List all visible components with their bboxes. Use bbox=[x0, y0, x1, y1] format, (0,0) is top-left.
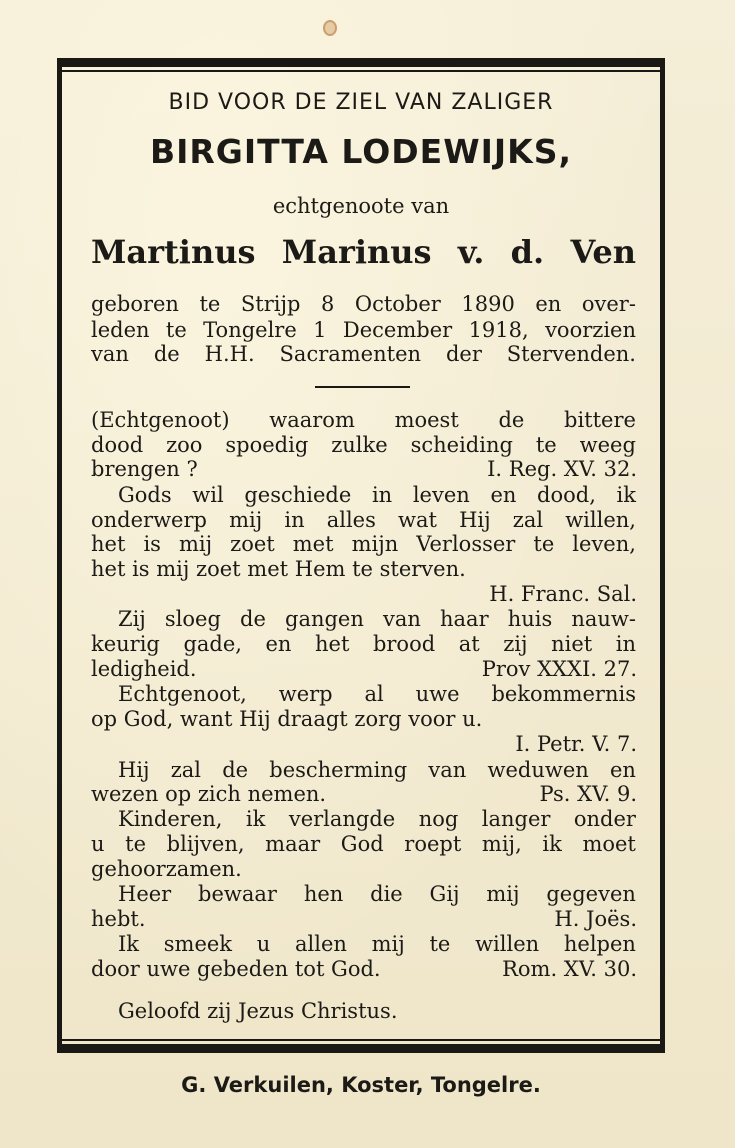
word: zulke bbox=[331, 433, 388, 457]
word: nauw- bbox=[571, 607, 636, 631]
word: te bbox=[199, 292, 221, 316]
heading-line: BID VOOR DE ZIEL VAN ZALIGER bbox=[168, 90, 554, 115]
word: 1918, bbox=[468, 318, 529, 342]
word: bewaar bbox=[198, 882, 277, 906]
word: niet bbox=[551, 632, 593, 656]
verse-line: gehoorzamen. bbox=[91, 857, 242, 881]
word: de bbox=[498, 408, 525, 432]
bottom-rule bbox=[57, 1044, 665, 1053]
word: 1 bbox=[313, 318, 327, 342]
word: weduwen bbox=[487, 758, 589, 782]
word: God bbox=[340, 832, 384, 856]
word: het bbox=[315, 632, 350, 656]
verse-line: op God, want Hij draagt zorg voor u. bbox=[91, 707, 483, 731]
word: brood bbox=[372, 632, 436, 656]
word: leven, bbox=[572, 532, 636, 556]
verse-line: ledigheid. bbox=[91, 657, 197, 681]
word: ik bbox=[245, 807, 266, 831]
word: der bbox=[445, 342, 482, 366]
word: ik bbox=[542, 832, 562, 856]
word: en bbox=[610, 758, 636, 782]
word: van bbox=[382, 607, 421, 631]
word: mij bbox=[371, 932, 405, 956]
verse-line bbox=[118, 882, 636, 906]
word: moest bbox=[394, 408, 459, 432]
word: keurig bbox=[91, 632, 160, 656]
word: zoet bbox=[230, 532, 275, 556]
printer-credit: G. Verkuilen, Koster, Tongelre. bbox=[181, 1073, 541, 1097]
word: in bbox=[615, 632, 636, 656]
word: geboren bbox=[91, 292, 179, 316]
word: Marinus bbox=[281, 233, 432, 271]
verse-line bbox=[91, 433, 636, 457]
word: is bbox=[143, 532, 161, 556]
word: wat bbox=[398, 508, 437, 532]
verse-line: het is mij zoet met Hem te sterven. bbox=[91, 557, 466, 581]
word: Echtgenoot, bbox=[118, 682, 247, 706]
verse-line bbox=[91, 408, 636, 432]
verse-reference: I. Reg. XV. 32. bbox=[487, 457, 637, 481]
word: in bbox=[371, 483, 393, 507]
word: blijven, bbox=[166, 832, 245, 856]
bio-line-1 bbox=[91, 292, 636, 316]
word: Gods bbox=[118, 483, 172, 507]
verse-line bbox=[91, 532, 636, 556]
word: ik bbox=[616, 483, 636, 507]
word: het bbox=[91, 532, 126, 556]
divider bbox=[315, 386, 410, 388]
word: gegeven bbox=[546, 882, 636, 906]
word: de bbox=[240, 607, 266, 631]
word: die bbox=[370, 882, 403, 906]
word: met bbox=[292, 532, 334, 556]
word: Hij bbox=[118, 758, 150, 782]
word: uwe bbox=[415, 682, 460, 706]
word: Sacramenten bbox=[279, 342, 422, 366]
word: mij bbox=[178, 532, 213, 556]
word: Tongelre bbox=[203, 318, 297, 342]
word: te bbox=[429, 932, 451, 956]
verse-line bbox=[118, 807, 636, 831]
word: al bbox=[364, 682, 384, 706]
word: October bbox=[354, 292, 441, 316]
stain-mark bbox=[323, 20, 337, 36]
word: v. bbox=[457, 233, 485, 271]
verse-line bbox=[91, 508, 636, 532]
word: verlangde bbox=[288, 807, 396, 831]
word: haar bbox=[440, 607, 489, 631]
word: Gij bbox=[429, 882, 460, 906]
word: scheiding bbox=[410, 433, 513, 457]
word: te bbox=[533, 532, 555, 556]
word: gangen bbox=[285, 607, 364, 631]
word: bescherming bbox=[269, 758, 408, 782]
word: zal bbox=[170, 758, 202, 782]
word: van bbox=[91, 342, 129, 366]
word: (Echtgenoot) bbox=[91, 408, 230, 432]
verse-line: wezen op zich nemen. bbox=[91, 782, 327, 806]
word: Zij bbox=[118, 607, 146, 631]
word: willen, bbox=[565, 508, 636, 532]
verse-reference: H. Franc. Sal. bbox=[489, 582, 637, 606]
word: helpen bbox=[563, 932, 636, 956]
word: zal bbox=[512, 508, 544, 532]
word: zoo bbox=[166, 433, 203, 457]
word: de bbox=[153, 342, 180, 366]
word: at bbox=[458, 632, 480, 656]
word: bekommernis bbox=[491, 682, 636, 706]
word: maar bbox=[265, 832, 321, 856]
word: 1890 bbox=[461, 292, 515, 316]
word: 8 bbox=[320, 292, 335, 316]
word: en bbox=[490, 483, 517, 507]
word: Strijp bbox=[240, 292, 301, 316]
word: leven bbox=[412, 483, 470, 507]
verse-line bbox=[118, 607, 636, 631]
word: te bbox=[165, 318, 187, 342]
word: mij, bbox=[481, 832, 522, 856]
verse-reference: Prov XXXI. 27. bbox=[481, 657, 637, 681]
word: dood, bbox=[537, 483, 596, 507]
bio-line-3 bbox=[91, 342, 636, 366]
verse-line bbox=[118, 682, 636, 706]
verse-reference: I. Petr. V. 7. bbox=[515, 732, 637, 756]
verse-reference: Rom. XV. 30. bbox=[502, 957, 637, 981]
word: te bbox=[535, 433, 557, 457]
husband-name bbox=[91, 233, 636, 271]
word: onderwerp bbox=[91, 508, 207, 532]
verse-line bbox=[118, 758, 636, 782]
word: sloeg bbox=[164, 607, 221, 631]
word: smeek bbox=[163, 932, 233, 956]
word: voorzien bbox=[545, 318, 636, 342]
word: mijn bbox=[351, 532, 399, 556]
verse-reference: H. Joës. bbox=[554, 907, 637, 931]
word: werp bbox=[278, 682, 333, 706]
word: over- bbox=[581, 292, 636, 316]
word: willen bbox=[475, 932, 540, 956]
word: dood bbox=[91, 433, 144, 457]
verse-reference: Ps. XV. 9. bbox=[539, 782, 637, 806]
word: December bbox=[342, 318, 453, 342]
verse-line: door uwe gebeden tot God. bbox=[91, 957, 381, 981]
word: Ik bbox=[118, 932, 140, 956]
word: mij bbox=[486, 882, 520, 906]
word: spoedig bbox=[225, 433, 309, 457]
word: allen bbox=[295, 932, 347, 956]
word: bittere bbox=[564, 408, 636, 432]
word: d. bbox=[510, 233, 545, 271]
deceased-name: BIRGITTA LODEWIJKS, bbox=[149, 132, 573, 171]
closing-line: Geloofd zij Jezus Christus. bbox=[118, 999, 398, 1023]
word: gade, bbox=[183, 632, 242, 656]
verse-line: brengen ? bbox=[91, 457, 198, 481]
word: leden bbox=[91, 318, 150, 342]
word: u bbox=[91, 832, 105, 856]
word: alles bbox=[326, 508, 376, 532]
word: zij bbox=[503, 632, 528, 656]
word: Stervenden. bbox=[506, 342, 636, 366]
word: nog bbox=[418, 807, 459, 831]
word: Kinderen, bbox=[118, 807, 223, 831]
word: weeg bbox=[579, 433, 636, 457]
verse-line bbox=[91, 832, 636, 856]
verse-line bbox=[118, 483, 636, 507]
word: geschiede bbox=[244, 483, 352, 507]
word: wil bbox=[192, 483, 224, 507]
word: van bbox=[428, 758, 467, 782]
word: mij bbox=[229, 508, 263, 532]
word: en bbox=[265, 632, 292, 656]
word: huis bbox=[507, 607, 553, 631]
word: de bbox=[222, 758, 249, 782]
word: Ven bbox=[570, 233, 636, 271]
word: roept bbox=[404, 832, 462, 856]
word: en bbox=[535, 292, 562, 316]
word: Martinus bbox=[91, 233, 256, 271]
word: Hij bbox=[459, 508, 491, 532]
word: langer bbox=[481, 807, 551, 831]
verse-line bbox=[91, 632, 636, 656]
word: Heer bbox=[118, 882, 172, 906]
word: u bbox=[256, 932, 271, 956]
word: in bbox=[284, 508, 305, 532]
word: onder bbox=[573, 807, 636, 831]
word: moet bbox=[582, 832, 636, 856]
word: te bbox=[125, 832, 147, 856]
word: H.H. bbox=[204, 342, 255, 366]
relation-text: echtgenoote van bbox=[272, 194, 450, 218]
verse-line bbox=[118, 932, 636, 956]
word: hen bbox=[303, 882, 344, 906]
bio-line-2 bbox=[91, 318, 636, 342]
word: waarom bbox=[269, 408, 355, 432]
verse-line: hebt. bbox=[91, 907, 146, 931]
word: Verlosser bbox=[416, 532, 516, 556]
